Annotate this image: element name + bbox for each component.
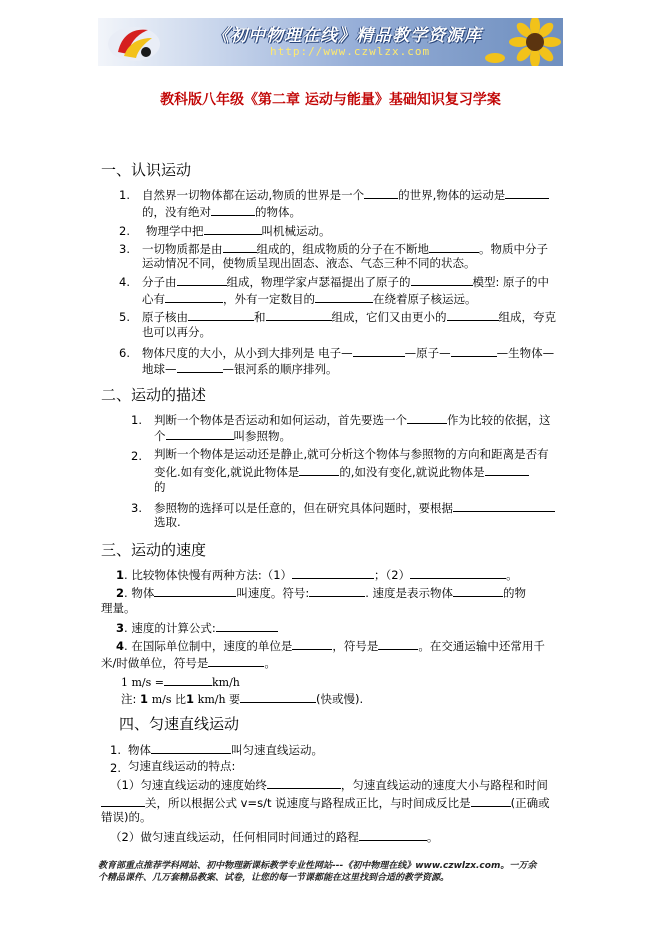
blank[interactable] xyxy=(410,566,506,579)
s1-item-4-line-1 xyxy=(142,273,549,290)
text: 模型: 原子的中 xyxy=(472,275,550,289)
text: 组成，夸克 xyxy=(498,310,556,324)
text: ；（2） xyxy=(374,568,411,582)
text: 叫机械运动。 xyxy=(261,224,331,238)
blank[interactable] xyxy=(177,360,223,373)
text: 判断一个物体是否运动和如何运动，首先要选一个 xyxy=(154,413,407,427)
text: 注: xyxy=(121,692,137,706)
section-3-heading: 三、运动的速度 xyxy=(101,541,207,559)
text: 物体 xyxy=(128,743,151,757)
section-1-heading: 一、认识运动 xyxy=(101,161,192,179)
blank[interactable] xyxy=(240,690,316,703)
text: （2）做匀速直线运动，任何相同时间通过的路程 xyxy=(110,830,359,844)
s2-item-2-line-2 xyxy=(154,463,529,480)
text: 物体尺度的大小，从小到大排列是 电子— xyxy=(142,346,353,360)
footer-line-2: 个精品课件、几万套精品教案、试卷，让您的每一节课都能在这里找到合适的教学资源。 xyxy=(98,873,450,883)
text: . 物体 xyxy=(124,586,155,600)
s1-item-6-number: 6. xyxy=(119,346,130,360)
s1-item-1-line-2 xyxy=(142,203,301,220)
s2-item-2-number: 2. xyxy=(131,449,142,463)
s3-item-3-number: 3 xyxy=(116,621,125,635)
s4-item-1-line-1 xyxy=(128,741,323,758)
s3-item-4-line-1 xyxy=(116,637,545,654)
s3-note xyxy=(121,690,363,707)
section-2-heading: 二、运动的描述 xyxy=(101,386,207,404)
text: 分子由 xyxy=(142,275,177,289)
s4-item-1-number: 1. xyxy=(110,743,121,757)
text: 。 xyxy=(426,830,439,844)
s1-item-6-line-1 xyxy=(142,344,554,361)
blank[interactable] xyxy=(485,463,529,476)
section-4-heading: 四、匀速直线运动 xyxy=(119,715,240,733)
text: 原子核由 xyxy=(142,310,188,324)
s2-item-2-line-3: 的 xyxy=(154,480,166,494)
text: —银河系的顺序排列。 xyxy=(222,362,338,376)
text: m/s 比 xyxy=(151,693,186,706)
s1-item-5-line-1 xyxy=(142,308,556,325)
s1-item-3-line-1 xyxy=(142,240,548,257)
text: (快或慢). xyxy=(316,692,364,706)
s3-item-1 xyxy=(116,566,518,583)
blank[interactable] xyxy=(101,794,145,807)
site-logo-icon xyxy=(104,22,162,64)
blank[interactable] xyxy=(359,828,427,841)
text: 地球— xyxy=(142,362,177,376)
text: 1 m/s = xyxy=(121,676,164,689)
text: 组成，物理学家卢瑟福提出了原子的 xyxy=(226,275,411,289)
s4-point-1-line-2 xyxy=(101,794,550,811)
banner-url[interactable]: http://www.czwlzx.com xyxy=(270,45,431,58)
text: 作为比较的依据，这 xyxy=(447,413,551,427)
text: . 在国际单位制中，速度的单位是 xyxy=(124,639,293,653)
s1-item-2-line-1 xyxy=(146,222,331,239)
s4-item-2-line-1: 匀速直线运动的特点: xyxy=(128,759,236,773)
blank[interactable] xyxy=(447,308,499,321)
text: 叫匀速直线运动。 xyxy=(231,743,323,757)
text: . 比较物体快慢有两种方法:（1） xyxy=(124,568,293,582)
text: —原子— xyxy=(404,346,451,360)
s2-item-1-line-2 xyxy=(154,427,291,444)
s1-item-1-line-1 xyxy=(142,186,549,203)
footer-line-1: 教育部重点推荐学科网站、初中物理新课标教学专业性网站---《初中物理在线》www.czwlzx.com。一万余 xyxy=(98,861,537,871)
text: km/h 要 xyxy=(197,693,241,706)
blank[interactable] xyxy=(223,240,257,253)
s4-point-1-line-1 xyxy=(110,776,548,793)
s2-item-3-line-2: 选取. xyxy=(154,515,181,529)
text: 组成的，组成物质的分子在不断地 xyxy=(256,242,429,256)
s2-item-2-line-1: 判断一个物体是运动还是静止,就可分析这个物体与参照物的方向和距离是否有 xyxy=(154,447,549,461)
text: 。 xyxy=(506,568,518,582)
text: （1）匀速直线运动的速度始终 xyxy=(110,778,267,792)
blank[interactable] xyxy=(292,637,332,650)
blank[interactable] xyxy=(188,308,254,321)
text: 的世界,物体的运动是 xyxy=(398,188,506,202)
s3-item-1-number: 1 xyxy=(116,568,125,582)
page-footer xyxy=(98,860,568,884)
text: 心有 xyxy=(142,292,165,306)
text: 。在交通运输中还常用千 xyxy=(418,639,545,653)
s3-item-4-number: 4 xyxy=(116,639,125,653)
s3-item-2-line-1 xyxy=(116,584,526,601)
text: 1 xyxy=(140,692,149,706)
text: 米/时做单位，符号是 xyxy=(101,656,209,670)
blank[interactable] xyxy=(411,273,473,286)
s3-item-4-line-2 xyxy=(101,654,276,671)
blank[interactable] xyxy=(315,290,373,303)
text: 的,如没有变化,就说此物体是 xyxy=(339,465,485,479)
s3-item-3 xyxy=(116,619,278,636)
blank[interactable] xyxy=(453,584,503,597)
blank[interactable] xyxy=(208,654,264,667)
blank[interactable] xyxy=(429,240,479,253)
blank[interactable] xyxy=(166,427,234,440)
text: 关，所以根据公式 v=s/t 说速度与路程成正比，与时间成反比是 xyxy=(145,796,471,810)
text: 参照物的选择可以是任意的，但在研究具体问题时，要根据 xyxy=(154,501,453,515)
text: (正确或 xyxy=(510,796,550,810)
text: 。 xyxy=(264,656,276,670)
text: 。物质中分子 xyxy=(479,242,548,256)
text: 个 xyxy=(154,429,166,443)
s2-item-3-number: 3. xyxy=(131,501,142,515)
blank[interactable] xyxy=(453,499,555,512)
blank[interactable] xyxy=(164,673,212,686)
s1-item-4-line-2 xyxy=(142,290,477,307)
text: km/h xyxy=(212,676,240,689)
text: ，符号是 xyxy=(332,639,379,653)
blank[interactable] xyxy=(177,273,227,286)
text: 叫速度。符号: xyxy=(236,586,310,600)
s1-item-1-number: 1. xyxy=(119,188,130,202)
sunflower-icon xyxy=(483,18,563,66)
blank[interactable] xyxy=(165,290,223,303)
blank[interactable] xyxy=(266,308,332,321)
text: 1 xyxy=(185,692,194,706)
text: 自然界一切物体都在运动,物质的世界是一个 xyxy=(142,188,365,202)
s4-point-1-line-3: 错误)的。 xyxy=(101,810,152,824)
s2-item-3-line-1 xyxy=(154,499,555,516)
header-banner xyxy=(98,18,563,66)
s4-item-2-number: 2. xyxy=(110,761,121,775)
s3-item-2-number: 2 xyxy=(116,586,125,600)
s2-item-1-number: 1. xyxy=(131,413,142,427)
blank[interactable] xyxy=(471,794,511,807)
blank[interactable] xyxy=(211,203,255,216)
text: 的，没有绝对 xyxy=(142,205,211,219)
s1-item-6-line-2 xyxy=(142,360,338,377)
s1-item-3-line-2: 运动情况不同，使物质呈现出固态、液态、气态三种不同的状态。 xyxy=(142,256,476,270)
document-title: 教科版八年级《第二章 运动与能量》基础知识复习学案 xyxy=(160,92,501,108)
blank[interactable] xyxy=(267,776,341,789)
s1-item-5-line-2: 也可以再分。 xyxy=(142,325,211,339)
text: 的物体。 xyxy=(255,205,301,219)
text: 物理学中把 xyxy=(146,224,204,238)
blank[interactable] xyxy=(451,344,497,357)
text: . 速度的计算公式: xyxy=(124,621,216,635)
text: 变化.如有变化,就说此物体是 xyxy=(154,465,300,479)
blank[interactable] xyxy=(292,566,374,579)
blank[interactable] xyxy=(364,186,398,199)
text: —生物体— xyxy=(496,346,555,360)
blank[interactable] xyxy=(505,186,549,199)
s1-item-3-number: 3. xyxy=(119,242,130,256)
text: . 速度是表示物体 xyxy=(365,586,454,600)
blank[interactable] xyxy=(407,411,447,424)
s1-item-4-number: 4. xyxy=(119,275,130,289)
banner-title: 《初中物理在线》精品教学资源库 xyxy=(212,26,482,46)
blank[interactable] xyxy=(204,222,262,235)
s3-item-2-line-2: 理量。 xyxy=(101,601,136,615)
s2-item-1-line-1 xyxy=(154,411,551,428)
blank[interactable] xyxy=(378,637,418,650)
text: 组成，它们又由更小的 xyxy=(331,310,447,324)
text: 的物 xyxy=(503,586,527,600)
text: 一切物质都是由 xyxy=(142,242,223,256)
text: 和 xyxy=(254,310,266,324)
text: ，匀速直线运动的速度大小与路程和时间 xyxy=(340,778,548,792)
blank[interactable] xyxy=(353,344,405,357)
s3-conversion xyxy=(121,673,240,690)
s1-item-2-number: 2. xyxy=(119,224,130,238)
blank[interactable] xyxy=(309,584,365,597)
blank[interactable] xyxy=(299,463,339,476)
blank[interactable] xyxy=(216,619,278,632)
text: ，外有一定数目的 xyxy=(223,292,315,306)
text: 叫参照物。 xyxy=(233,429,291,443)
blank[interactable] xyxy=(151,741,231,754)
s4-point-2-line-1 xyxy=(110,828,438,845)
blank[interactable] xyxy=(154,584,236,597)
s1-item-5-number: 5. xyxy=(119,310,130,324)
text: 在绕着原子核运远。 xyxy=(373,292,477,306)
